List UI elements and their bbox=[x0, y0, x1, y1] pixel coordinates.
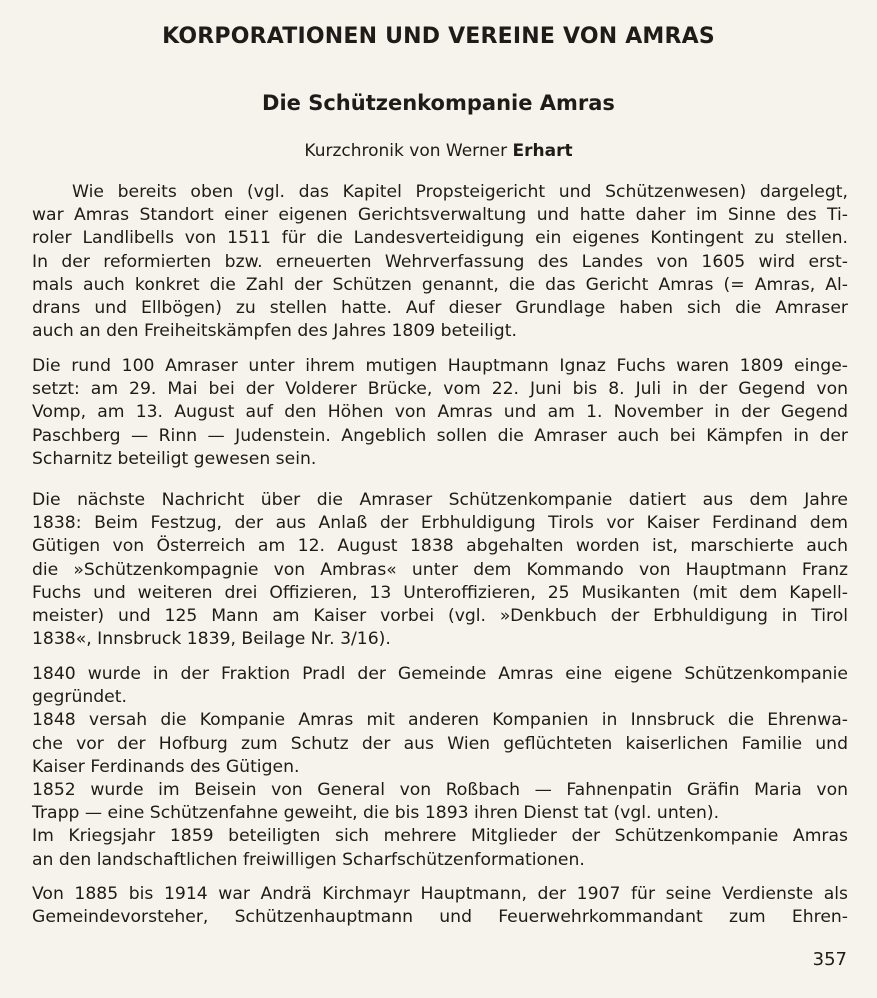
paragraph-line: die »Schützenkompagnie von Ambras« unter dem Kommando von Hauptmann Franz bbox=[32, 559, 848, 580]
paragraph-line: auch an den Freiheitskämpfen des Jahres 1809 beteiligt. bbox=[32, 321, 517, 342]
paragraph-line: meister) und 125 Mann am Kaiser vorbei (vgl. »Denkbuch der Erbhuldigung in Tirol bbox=[32, 606, 848, 627]
running-head: KORPORATIONEN UND VEREINE VON AMRAS bbox=[162, 24, 715, 49]
paragraph-line: roler Landlibells von 1511 für die Landesverteidigung ein eigenes Kontingent zu stellen. bbox=[32, 228, 848, 249]
byline bbox=[0, 141, 877, 161]
paragraph-line: setzt: am 29. Mai bei der Volderer Brücke, vom 22. Juni bis 8. Juli in der Gegend von bbox=[32, 379, 848, 400]
paragraph-line: gegründet. bbox=[32, 687, 127, 708]
byline-prefix: Kurzchronik von Werner bbox=[304, 141, 513, 161]
paragraph-line: Vomp, am 13. August auf den Höhen von Amras und am 1. November in der Gegend bbox=[32, 402, 848, 423]
paragraph-line: che vor der Hofburg zum Schutz der aus Wien geflüchteten kaiserlichen Familie und bbox=[32, 733, 848, 754]
article-title: Die Schützenkompanie Amras bbox=[262, 91, 615, 115]
paragraph-line: In der reformierten bzw. erneuerten Wehrverfassung des Landes von 1605 wird erst- bbox=[32, 251, 848, 272]
paragraph-line: Kaiser Ferdinands des Gütigen. bbox=[32, 756, 300, 777]
paragraph-line: Von 1885 bis 1914 war Andrä Kirchmayr Hauptmann, der 1907 für seine Verdienste als bbox=[32, 884, 848, 904]
paragraph-line: 1840 wurde in der Fraktion Pradl der Gemeinde Amras eine eigene Schützenkompanie bbox=[32, 664, 848, 684]
page-number: 357 bbox=[812, 949, 847, 970]
paragraph-line: drans und Ellbögen) zu stellen hatte. Auf dieser Grundlage haben sich die Amraser bbox=[32, 298, 848, 319]
paragraph-line: mals auch konkret die Zahl der Schützen genannt, die das Gericht Amras (= Amras, Al- bbox=[32, 274, 848, 295]
paragraph-2 bbox=[32, 355, 848, 471]
paragraph-line: Scharnitz beteiligt gewesen sein. bbox=[32, 448, 317, 469]
paragraph-line: an den landschaftlichen freiwilligen Scharfschützenformationen. bbox=[32, 849, 585, 870]
paragraph-line: Trapp — eine Schützenfahne geweiht, die bis 1893 ihren Dienst tat (vgl. unten). bbox=[32, 803, 720, 824]
paragraph-5 bbox=[32, 883, 848, 929]
paragraph-line: Wie bereits oben (vgl. das Kapitel Propsteigericht und Schützenwesen) dargelegt, bbox=[72, 182, 848, 202]
paragraph-1 bbox=[32, 181, 848, 343]
paragraph-line: Fuchs und weiteren drei Offizieren, 13 Unteroffizieren, 25 Musikanten (mit dem Kapell- bbox=[32, 582, 848, 603]
byline-author: Erhart bbox=[512, 141, 573, 161]
paragraph-4 bbox=[32, 663, 848, 872]
paragraph-line: Paschberg — Rinn — Judenstein. Angeblich sollen die Amraser auch bei Kämpfen in der bbox=[32, 425, 848, 446]
paragraph-line: 1852 wurde im Beisein von General von Roßbach — Fahnenpatin Gräfin Maria von bbox=[32, 780, 848, 801]
paragraph-line: 1848 versah die Kompanie Amras mit anderen Kompanien in Innsbruck die Ehrenwa- bbox=[32, 710, 848, 731]
paragraph-line: Die nächste Nachricht über die Amraser Schützenkompanie datiert aus dem Jahre bbox=[32, 490, 848, 510]
paragraph-3 bbox=[32, 489, 848, 651]
paragraph-line: Im Kriegsjahr 1859 beteiligten sich mehrere Mitglieder der Schützenkompanie Amras bbox=[32, 826, 848, 847]
paragraph-line: Die rund 100 Amraser unter ihrem mutigen Hauptmann Ignaz Fuchs waren 1809 einge- bbox=[32, 356, 848, 376]
paragraph-line: Gemeindevorsteher, Schützenhauptmann und Feuerwehrkommandant zum Ehren- bbox=[32, 907, 848, 928]
paragraph-line: Gütigen von Österreich am 12. August 1838 abgehalten worden ist, marschierte auch bbox=[32, 536, 848, 557]
paragraph-line: war Amras Standort einer eigenen Gerichtsverwaltung und hatte daher im Sinne des Ti- bbox=[32, 205, 848, 226]
paragraph-line: 1838«, Innsbruck 1839, Beilage Nr. 3/16). bbox=[32, 629, 391, 650]
paragraph-line: 1838: Beim Festzug, der aus Anlaß der Erbhuldigung Tirols vor Kaiser Ferdinand dem bbox=[32, 513, 848, 534]
